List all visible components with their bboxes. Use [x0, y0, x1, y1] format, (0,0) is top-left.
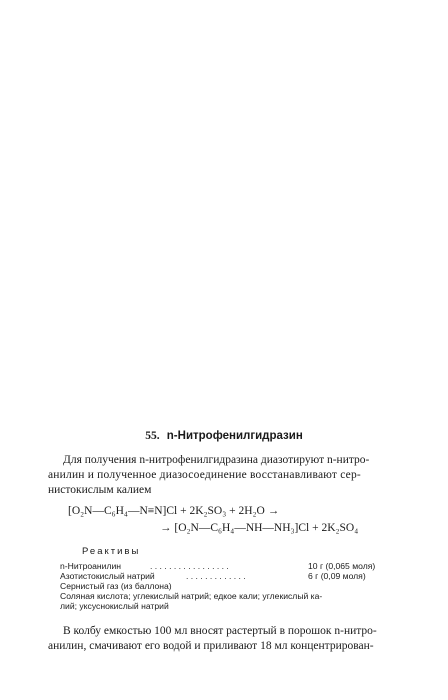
intro-line-3: нистокислым калием — [48, 484, 152, 496]
reagents-header: Реактивы — [82, 546, 141, 557]
body-line-2: анилин, смачивают его водой и приливают 18 мл концентрирован- — [48, 640, 374, 652]
reagent-name: n-Нитроанилин — [60, 561, 122, 571]
section-heading: n-Нитрофенилгидразин — [166, 430, 303, 442]
reagent-amount: 6 г (0,09 моля) — [308, 571, 366, 581]
body-line-1: В колбу емкостью 100 мл вносят растертый в порошок n-нитро- — [63, 625, 377, 637]
reagent-name: Азотистокислый натрий — [60, 571, 155, 581]
reagent-leader-dots: . . . . . . . . . . . . . . . . . — [150, 561, 229, 571]
reagents-note-line-1: Соляная кислота; углекислый натрий; едкое кали; углекислый ка- — [60, 591, 323, 601]
equation-line-1: [O₂N—C₆H₄—N≡N]Cl + 2K₂SO₃ + 2H₂O → — [68, 505, 280, 517]
reagent-leader-dots: . . . . . . . . . . . . . — [186, 571, 246, 581]
reagents-note-line-2: лий; уксуснокислый натрий — [60, 601, 169, 611]
reagent-name: Сернистый газ (из баллона) — [60, 581, 172, 591]
section-title — [0, 430, 448, 442]
intro-line-1: Для получения n-нитрофенилгидразина диазотируют n-нитро- — [63, 454, 370, 466]
reagent-amount: 10 г (0,065 моля) — [308, 561, 376, 571]
intro-line-2: анилин и полученное диазосоединение восстанавливают сер- — [48, 469, 361, 481]
equation-line-2: → [O₂N—C₆H₄—NH—NH₃]Cl + 2K₂SO₄ — [160, 522, 359, 534]
section-number: 55. — [145, 430, 160, 442]
